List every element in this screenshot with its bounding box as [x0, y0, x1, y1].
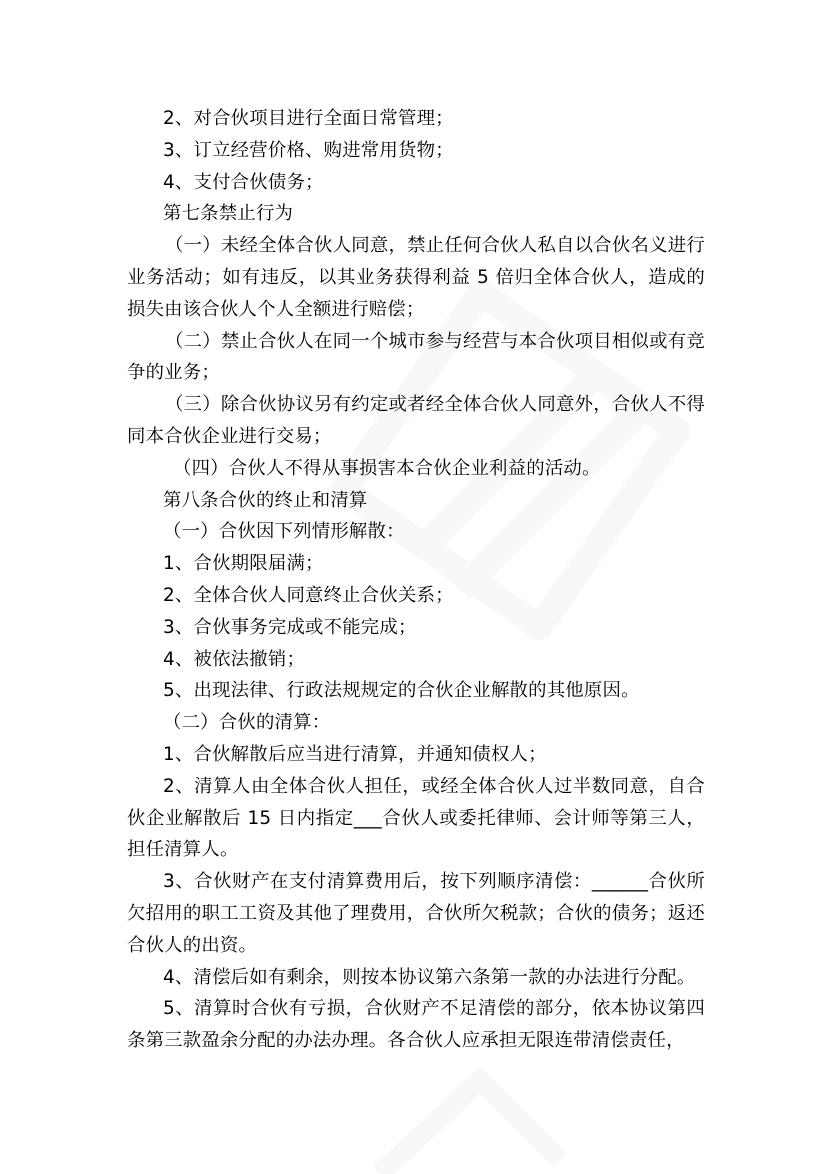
paragraph: （三）除合伙协议另有约定或者经全体合伙人同意外，合伙人不得同本合伙企业进行交易； — [127, 394, 705, 447]
document-body — [127, 103, 705, 1057]
section-heading: 第八条合伙的终止和清算 — [163, 489, 368, 511]
list-item: 5、出现法律、行政法规规定的合伙企业解散的其他原因。 — [163, 680, 640, 702]
paragraph: 5、清算时合伙有亏损，合伙财产不足清偿的部分，依本协议第四条第三款盈余分配的办法办理。各合伙人应承担无限连带清偿责任， — [127, 998, 705, 1052]
list-item: 3、合伙事务完成或不能完成； — [163, 616, 417, 638]
paragraph: （四）合伙人不得从事损害本合伙企业利益的活动。 — [173, 457, 601, 479]
text-line: 2、对合伙项目进行全面日常管理； — [163, 108, 454, 129]
list-item: 2、全体合伙人同意终止合伙关系； — [163, 584, 454, 606]
paragraph: （一）未经全体合伙人同意，禁止任何合伙人私自以合伙名义进行业务活动；如有违反，以其业务获得利益 5 倍归全体合伙人，造成的损失由该合伙人个人全额进行赔偿； — [127, 235, 705, 320]
list-item: 4、被依法撤销； — [163, 648, 306, 670]
section-heading: 第七条禁止行为 — [163, 203, 294, 225]
text-line: 4、支付合伙债务； — [163, 171, 324, 193]
list-item: 1、合伙期限届满； — [163, 553, 324, 575]
text-line: 3、订立经营价格、购进常用货物； — [163, 139, 454, 161]
text-line: （二）合伙的清算： — [163, 712, 331, 734]
paragraph: （二）禁止合伙人在同一个城市参与经营与本合伙项目相似或有竞争的业务； — [127, 330, 705, 384]
list-item: 1、合伙解散后应当进行清算，并通知债权人； — [163, 743, 547, 765]
watermark-fragment-icon — [360, 1060, 580, 1174]
paragraph: 2、清算人由全体合伙人担任，或经全体合伙人过半数同意，自合伙企业解散后 15 日内指定___合伙人或委托律师、会计师等第三人，担任清算人。 — [127, 775, 705, 861]
text-line: （一）合伙因下列情形解散： — [163, 521, 405, 543]
paragraph: 4、清偿后如有剩余，则按本协议第六条第一款的办法进行分配。 — [163, 966, 696, 988]
paragraph: 3、合伙财产在支付清算费用后，按下列顺序清偿：______合伙所欠招用的职工工资及其他了理费用，合伙所欠税款；合伙的债务；返还合伙人的出资。 — [127, 871, 705, 956]
